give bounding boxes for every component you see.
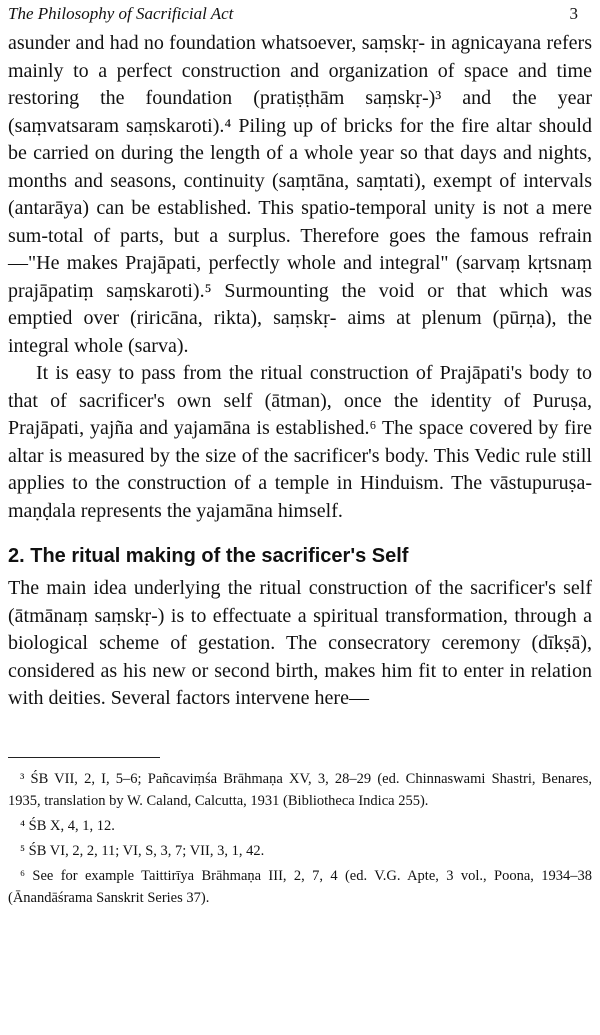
footnote-rule bbox=[8, 757, 160, 758]
footnote-5: ⁵ ŚB VI, 2, 2, 11; VI, S, 3, 7; VII, 3, 1, 42. bbox=[20, 842, 265, 859]
body-paragraph-1: asunder and had no foundation whatsoever, saṃskṛ- in agnicayana refers mainly to a perfect construction and organization of space and time restoring the foundation (pratiṣṭhām saṃskṛ-)³ and the year (saṃvatsaram saṃskaroti).⁴ Piling up of bricks for the fire altar should be carried on during the length of a whole year so that days and nights, months and seasons, continuity (saṃtāna, saṃtati), exempt of intervals (antarāya) can be established. This spatio-temporal unity is not a mere sum-total of parts, but a surplus. Therefore goes the famous refrain—"He makes Prajāpati, perfectly whole and integral" (sarvaṃ kṛtsnaṃ prajāpatiṃ saṃskaroti).⁵ Surmounting the void or that which was emptied over (riricāna, rikta), saṃskṛ- aims at plenum (pūrṇa), the integral whole (sarva). bbox=[8, 32, 592, 357]
running-header bbox=[8, 0, 592, 30]
body-paragraph-2: It is easy to pass from the ritual construction of Prajāpati's body to that of sacrificer's own self (ātman), once the identity of Puruṣa, Prajāpati, yajña and yajamāna is established.⁶ The space covered by fire altar is measured by the size of the sacrificer's body. This Vedic rule still applies to the construction of a temple in Hinduism. The vāstupuruṣa-maṇḍala represents the yajamāna himself. bbox=[8, 362, 592, 522]
footnote-6: ⁶ See for example Taittirīya Brāhmaṇa III, 2, 7, 4 (ed. V.G. Apte, 3 vol., Poona, 1934–38 (Ānandāśrama Sanskrit Series 37). bbox=[8, 867, 592, 906]
body-paragraph-3: The main idea underlying the ritual construction of the sacrificer's self (ātmānaṃ saṃskṛ-) is to effectuate a spiritual transformation, through a biological scheme of gestation. The consecratory ceremony (dīkṣā), considered as his new or second birth, makes him fit to enter in relation with deities. Several factors intervene here— bbox=[8, 577, 592, 709]
running-title: The Philosophy of Sacrificial Act bbox=[8, 4, 234, 23]
footnote-4: ⁴ ŚB X, 4, 1, 12. bbox=[20, 817, 115, 834]
section-heading: 2. The ritual making of the sacrificer's Self bbox=[8, 545, 409, 567]
footnote-3: ³ ŚB VII, 2, I, 5–6; Pañcaviṃśa Brāhmaṇa XV, 3, 28–29 (ed. Chinnaswami Shastri, Benares, 1935, translation by W. Caland, Calcutta, 1931 (Bibliotheca Indica 255). bbox=[8, 770, 592, 809]
page-number: 3 bbox=[569, 4, 578, 23]
